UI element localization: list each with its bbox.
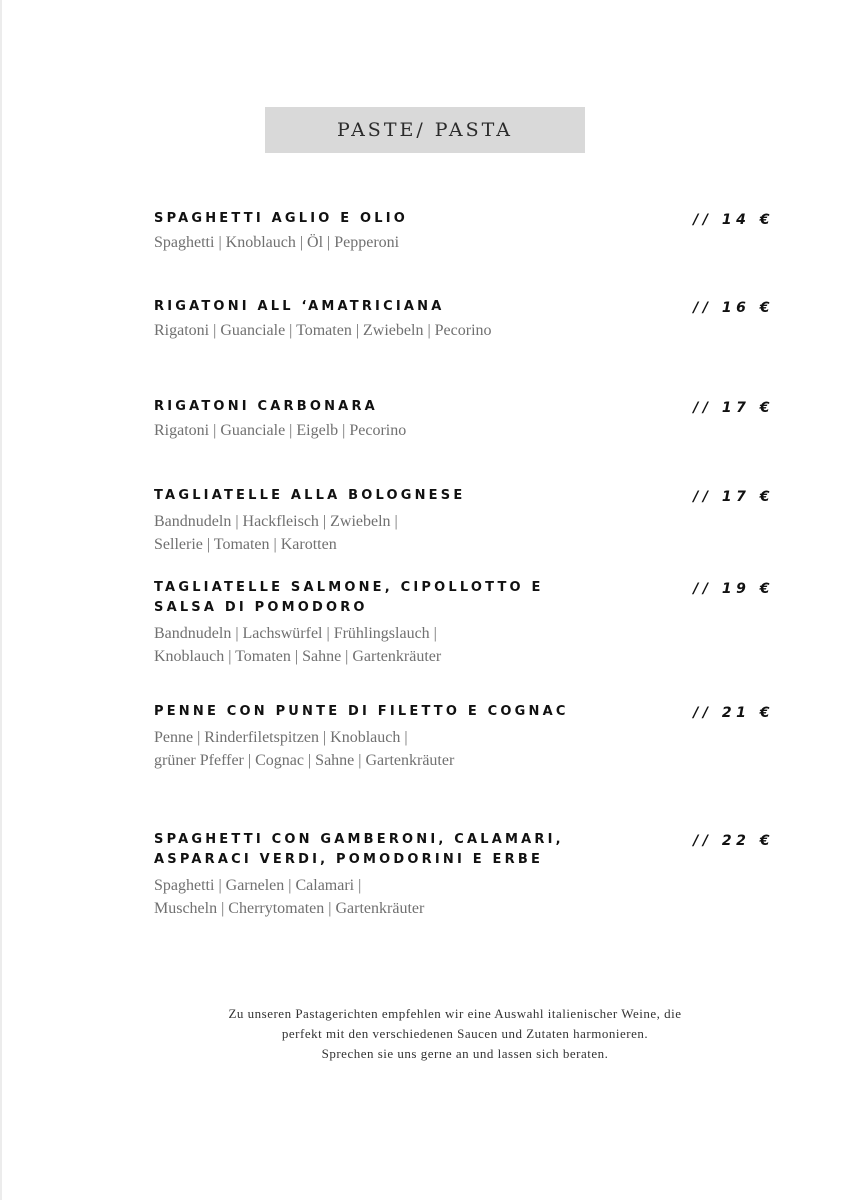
menu-item-name: TAGLIATELLE ALLA BOLOGNESE <box>154 488 466 503</box>
menu-item-description <box>154 726 594 772</box>
menu-item-description <box>154 874 594 920</box>
page-edge <box>0 0 2 1200</box>
description-line: Rigatoni | Guanciale | Tomaten | Zwiebeln | Pecorino <box>154 322 492 339</box>
menu-item-price: // 16 € <box>693 300 774 316</box>
menu-item-price: // 17 € <box>693 489 774 505</box>
section-title: PASTE/ PASTA <box>337 119 513 141</box>
menu-item-description <box>154 510 594 556</box>
description-line: grüner Pfeffer | Cognac | Sahne | Gartenkräuter <box>154 752 455 769</box>
menu-item-price: // 22 € <box>693 833 774 849</box>
description-line: Penne | Rinderfiletspitzen | Knoblauch | <box>154 729 408 746</box>
description-line: Spaghetti | Knoblauch | Öl | Pepperoni <box>154 234 400 251</box>
menu-item-tagliatelle-bolognese <box>154 486 774 556</box>
footer-line: Sprechen sie uns gerne an und lassen sich beraten. <box>321 1046 609 1061</box>
description-line: Sellerie | Tomaten | Karotten <box>154 536 337 553</box>
footer-line: perfekt mit den verschiedenen Saucen und Zutaten harmonieren. <box>281 1026 649 1041</box>
menu-item-name: SPAGHETTI AGLIO E OLIO <box>154 211 409 226</box>
description-line: Bandnudeln | Lachswürfel | Frühlingslauch | <box>154 625 437 642</box>
description-line: Bandnudeln | Hackfleisch | Zwiebeln | <box>154 513 398 530</box>
description-line: Muscheln | Cherrytomaten | Gartenkräuter <box>154 900 425 917</box>
menu-item-price: // 21 € <box>693 705 774 721</box>
wine-recommendation-note <box>150 1004 760 1064</box>
description-line: Knoblauch | Tomaten | Sahne | Gartenkräuter <box>154 648 442 665</box>
description-line: Spaghetti | Garnelen | Calamari | <box>154 877 362 894</box>
menu-item-rigatoni-carbonara <box>154 397 774 442</box>
footer-line: Zu unseren Pastagerichten empfehlen wir eine Auswahl italienischer Weine, die <box>228 1006 682 1021</box>
menu-item-name: RIGATONI CARBONARA <box>154 399 378 414</box>
menu-item-price: // 14 € <box>693 212 774 228</box>
menu-item-penne-filetto-cognac <box>154 702 774 772</box>
menu-item-price: // 19 € <box>693 581 774 597</box>
menu-item-name: TAGLIATELLE SALMONE, CIPOLLOTTO E SALSA DI POMODORO <box>154 580 544 615</box>
menu-item-price: // 17 € <box>693 400 774 416</box>
menu-item-spaghetti-aglio-e-olio <box>154 209 774 254</box>
description-line: Rigatoni | Guanciale | Eigelb | Pecorino <box>154 422 407 439</box>
section-header <box>265 107 585 153</box>
menu-item-description <box>154 622 594 668</box>
menu-item-name: PENNE CON PUNTE DI FILETTO E COGNAC <box>154 704 569 719</box>
menu-item-name: SPAGHETTI CON GAMBERONI, CALAMARI, ASPARACI VERDI, POMODORINI E ERBE <box>154 832 564 867</box>
menu-item-spaghetti-gamberoni <box>154 830 774 920</box>
menu-item-description <box>154 319 594 342</box>
menu-item-rigatoni-amatriciana <box>154 297 774 342</box>
menu-item-description <box>154 231 594 254</box>
menu-item-name: RIGATONI ALL ‘AMATRICIANA <box>154 299 445 314</box>
menu-item-description <box>154 419 594 442</box>
menu-item-tagliatelle-salmone <box>154 578 774 668</box>
